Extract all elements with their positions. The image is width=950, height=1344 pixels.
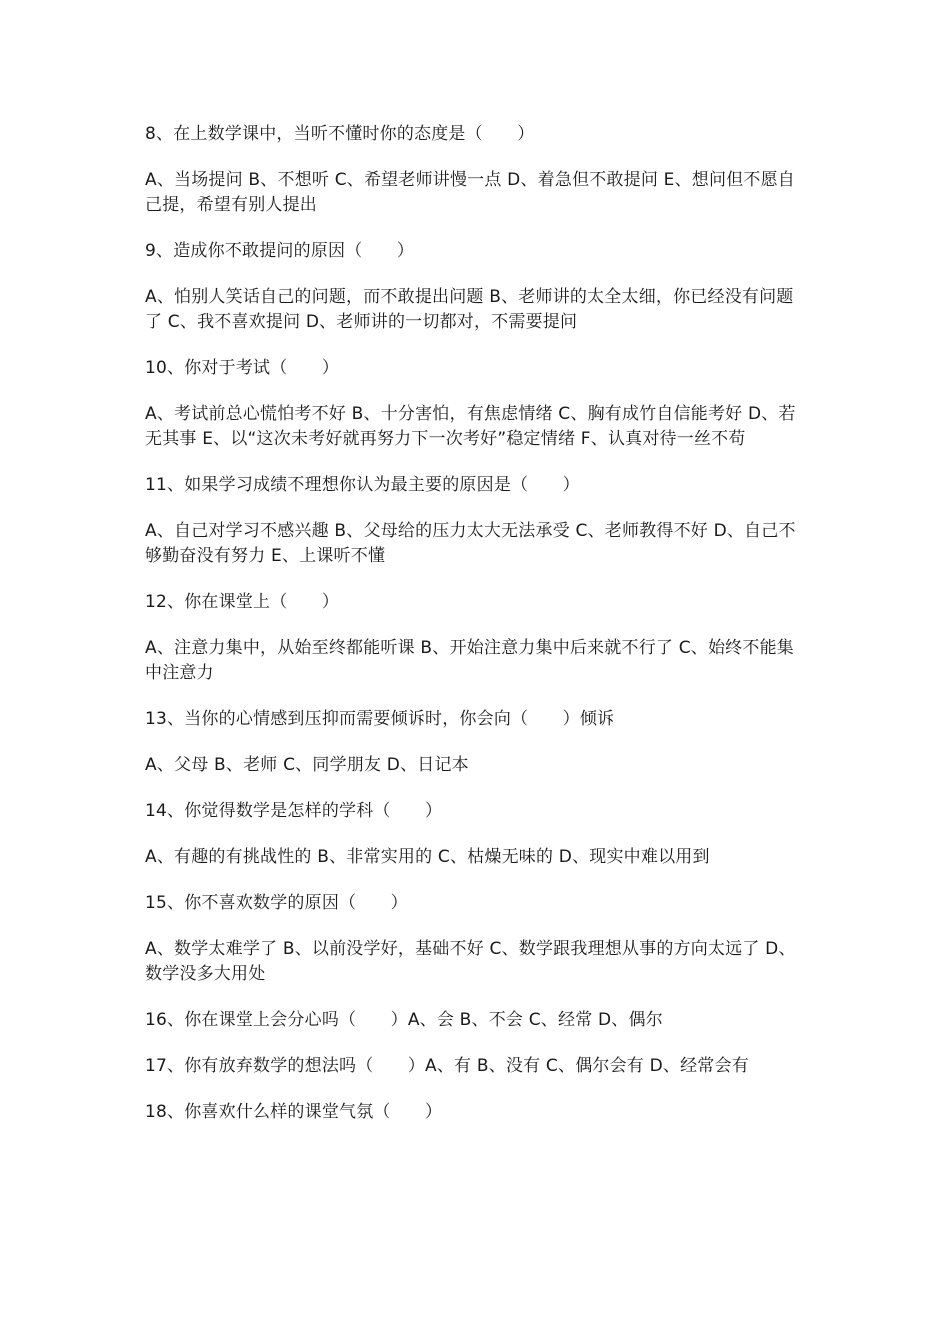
question-8: 8、在上数学课中，当听不懂时你的态度是（ ） [145, 124, 535, 144]
question-14: 14、你觉得数学是怎样的学科（ ） [145, 801, 443, 821]
question-10-options: A、考试前总心慌怕考不好 B、十分害怕，有焦虑情绪 C、胸有成竹自信能考好 D、若无其事 E、以“这次未考好就再努力下一次考好”稳定情绪 F、认真对待一丝不苟 [145, 404, 796, 449]
question-11: 11、如果学习成绩不理想你认为最主要的原因是（ ） [145, 475, 580, 495]
question-9-options: A、怕别人笑话自己的问题，而不敢提出问题 B、老师讲的太全太细，你已经没有问题了 C、我不喜欢提问 D、老师讲的一切都对，不需要提问 [145, 287, 794, 332]
question-14-options: A、有趣的有挑战性的 B、非常实用的 C、枯燥无味的 D、现实中难以用到 [145, 847, 710, 867]
question-15: 15、你不喜欢数学的原因（ ） [145, 893, 408, 913]
question-17: 17、你有放弃数学的想法吗（ ）A、有 B、没有 C、偶尔会有 D、经常会有 [145, 1056, 749, 1076]
questionnaire-body [145, 122, 810, 1146]
question-10: 10、你对于考试（ ） [145, 358, 340, 378]
question-12: 12、你在课堂上（ ） [145, 592, 340, 612]
question-18: 18、你喜欢什么样的课堂气氛（ ） [145, 1102, 443, 1122]
question-9: 9、造成你不敢提问的原因（ ） [145, 241, 415, 261]
question-13-options: A、父母 B、老师 C、同学朋友 D、日记本 [145, 755, 469, 775]
question-11-options: A、自己对学习不感兴趣 B、父母给的压力太大无法承受 C、老师教得不好 D、自己不够勤奋没有努力 E、上课听不懂 [145, 521, 796, 566]
question-15-options: A、数学太难学了 B、以前没学好，基础不好 C、数学跟我理想从事的方向太远了 D、数学没多大用处 [145, 939, 796, 984]
question-13: 13、当你的心情感到压抑而需要倾诉时，你会向（ ）倾诉 [145, 709, 615, 729]
question-16: 16、你在课堂上会分心吗（ ）A、会 B、不会 C、经常 D、偶尔 [145, 1010, 663, 1030]
question-12-options: A、注意力集中，从始至终都能听课 B、开始注意力集中后来就不行了 C、始终不能集中注意力 [145, 638, 794, 683]
question-8-options: A、当场提问 B、不想听 C、希望老师讲慢一点 D、着急但不敢提问 E、想问但不愿自己提，希望有别人提出 [145, 170, 796, 215]
